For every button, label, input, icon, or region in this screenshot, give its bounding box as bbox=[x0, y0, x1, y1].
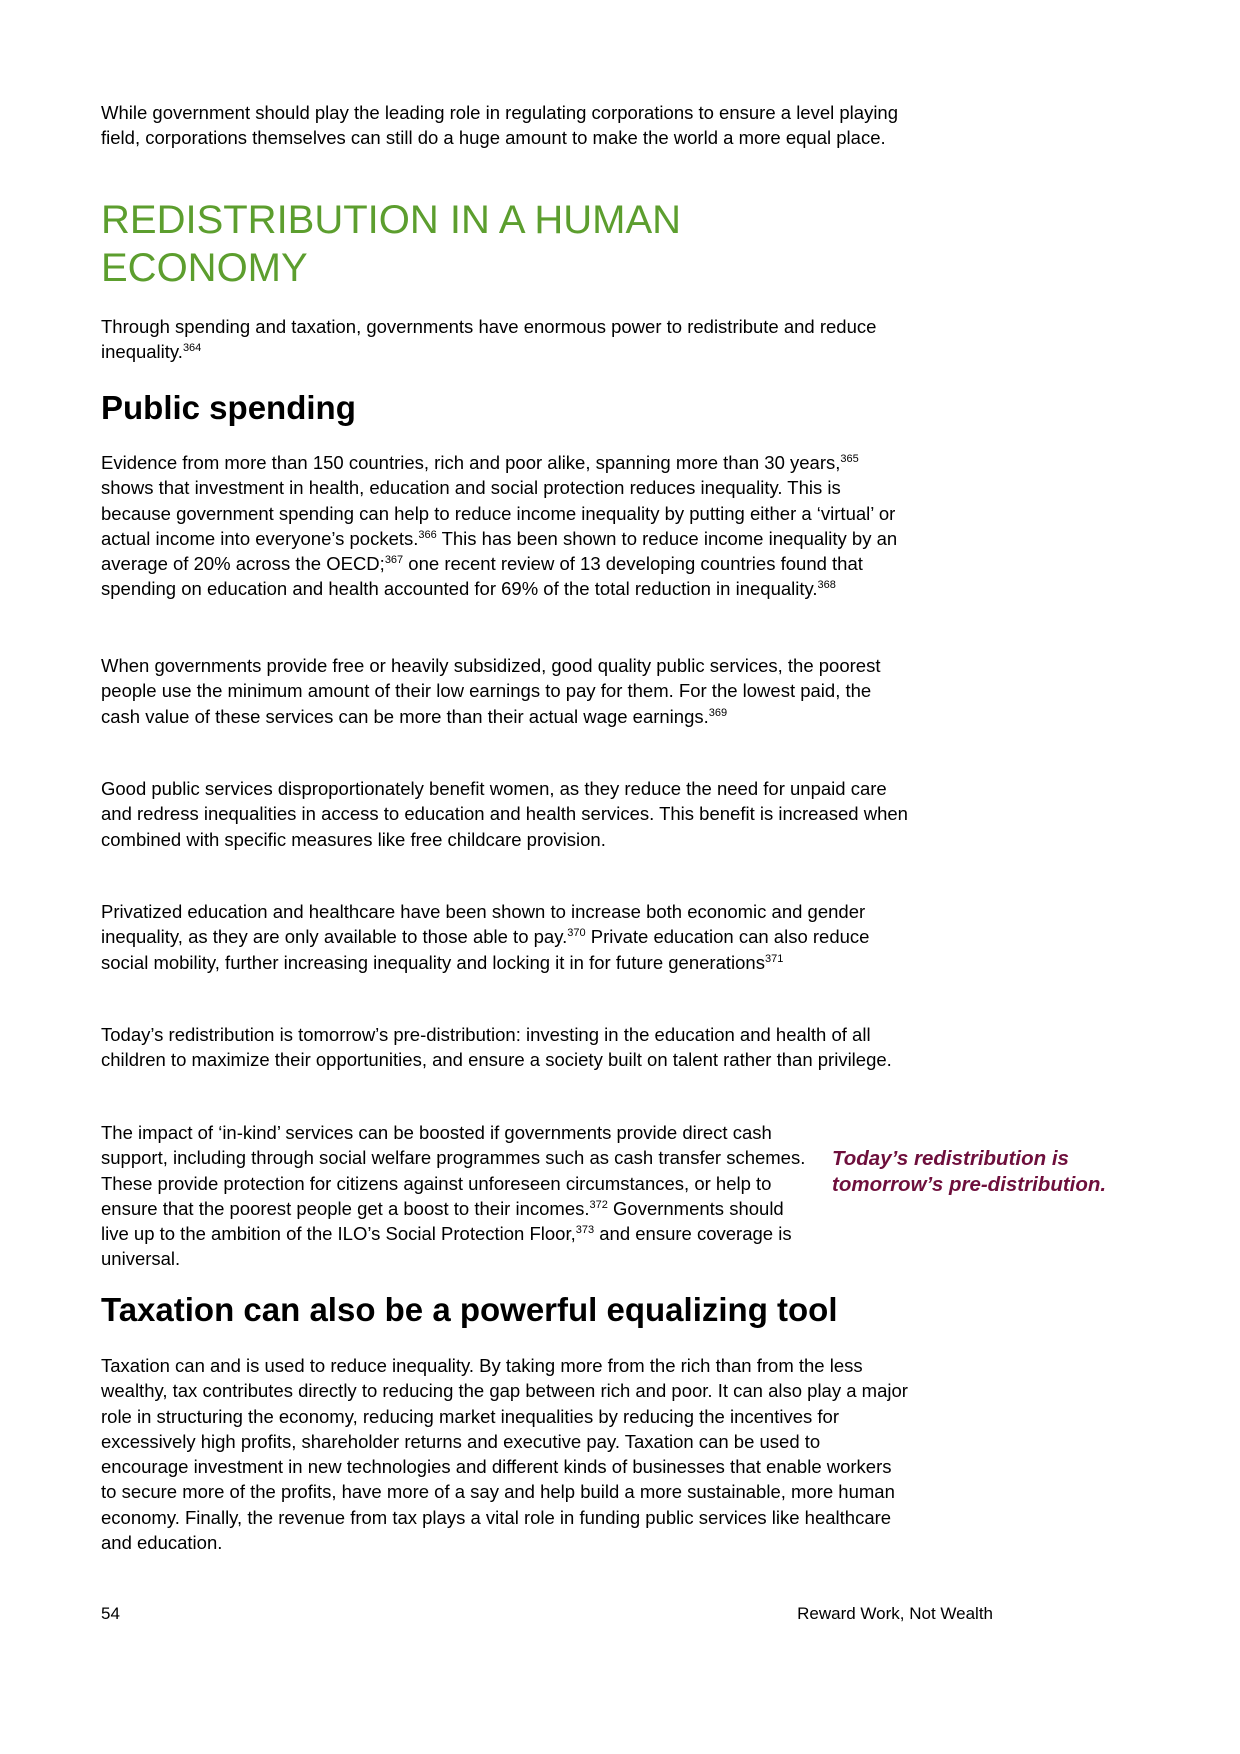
ps-paragraph-1: Evidence from more than 150 countries, rich and poor alike, spanning more than 30 years,$^{365}$ shows that investment in health, education and social protection reduces inequality. This is because government spending can help to reduce income inequality by putting either a ‘virtual’ or actual income into everyone’s pockets.$^{366}$ This has been shown to reduce income inequality by an average of 20% across the OECD;$^{367}$ one recent review of 13 developing countries found that spending on education and health accounted for 69% of the total reduction in inequality.$^{368}$ bbox=[101, 452, 898, 600]
ps-paragraph-5: Today’s redistribution is tomorrow’s pre-distribution: investing in the education and health of all children to maximize their opportunities, and ensure a society built on talent rather than privilege. bbox=[101, 1024, 892, 1071]
page-number: 54 bbox=[101, 1604, 120, 1623]
pull-quote bbox=[832, 1146, 1152, 1197]
footnote-ref: 366 bbox=[418, 528, 437, 541]
footnote-ref: 369 bbox=[708, 706, 728, 719]
section-intro-block bbox=[101, 314, 911, 365]
ps-paragraph-6: The impact of ‘in-kind’ services can be boosted if governments provide direct cash support, including through social welfare programmes such as cash transfer schemes. These provide protection for citizens against unforeseen circumstances, or help to ensure that the poorest people get a boost to their incomes.$^{372}$ Governments should live up to the ambition of the ILO’s Social Protection Floor,$^{373}$ and ensure coverage is universal. bbox=[101, 1122, 806, 1270]
footnote-ref: 370 bbox=[567, 927, 586, 940]
public-spending-heading: Public spending bbox=[101, 389, 356, 426]
report-title: Reward Work, Not Wealth bbox=[797, 1604, 993, 1623]
taxation-paragraph-1: Taxation can and is used to reduce inequality. By taking more from the rich than from the less wealthy, tax contributes directly to reducing the gap between rich and poor. It can also play a major role in structuring the economy, reducing market inequalities by reducing the incentives for excessively high profits, shareholder returns and executive pay. Taxation can be used to encourage investment in new technologies and different kinds of businesses that enable workers to secure more of the profits, have more of a say and help build a more sustainable, more human economy. Finally, the revenue from tax plays a vital role in funding public services like healthcare and education. bbox=[101, 1355, 908, 1554]
footnote-ref: 371 bbox=[764, 952, 784, 965]
taxation-heading: Taxation can also be a powerful equalizing tool bbox=[101, 1291, 838, 1328]
intro-paragraph-block bbox=[101, 100, 911, 151]
footnote-ref: 373 bbox=[575, 1224, 595, 1237]
ps-paragraph-3: Good public services disproportionately benefit women, as they reduce the need for unpaid care and redress inequalities in access to education and health services. This benefit is increased when combined with specific measures like free childcare provision. bbox=[101, 778, 908, 850]
pull-quote-line-2: tomorrow’s pre-distribution. bbox=[832, 1172, 1107, 1196]
footnote-ref: 372 bbox=[589, 1198, 608, 1211]
section-title-block bbox=[101, 196, 821, 292]
footnote-ref: 364 bbox=[182, 342, 202, 355]
taxation-heading-block bbox=[101, 1290, 911, 1330]
intro-paragraph: While government should play the leading role in regulating corporations to ensure a level playing field, corporations themselves can still do a huge amount to make the world a more equal place. bbox=[101, 102, 899, 149]
footnote-ref: 367 bbox=[384, 554, 404, 567]
ps-paragraph-2: When governments provide free or heavily subsidized, good quality public services, the poorest people use the minimum amount of their low earnings to pay for them. For the lowest paid, the cash value of these services can be more than their actual wage earnings.$^{369}$ bbox=[101, 655, 881, 727]
footnote-ref: 368 bbox=[817, 579, 836, 592]
section-intro-paragraph: Through spending and taxation, governments have enormous power to redistribute and reduce inequality.$^{364}$ bbox=[101, 316, 877, 363]
ps-paragraph-4: Privatized education and healthcare have been shown to increase both economic and gender inequality, as they are only available to those able to pay.$^{370}$ Private education can also reduce social mobility, further increasing inequality and locking it in for future generations$^{371}$ bbox=[101, 901, 870, 973]
pull-quote-line-1: Today’s redistribution is bbox=[832, 1147, 1069, 1170]
footnote-ref: 365 bbox=[840, 453, 859, 465]
section-title: REDISTRIBUTION IN A HUMAN ECONOMY bbox=[101, 198, 682, 290]
public-spending-heading-block bbox=[101, 388, 911, 428]
